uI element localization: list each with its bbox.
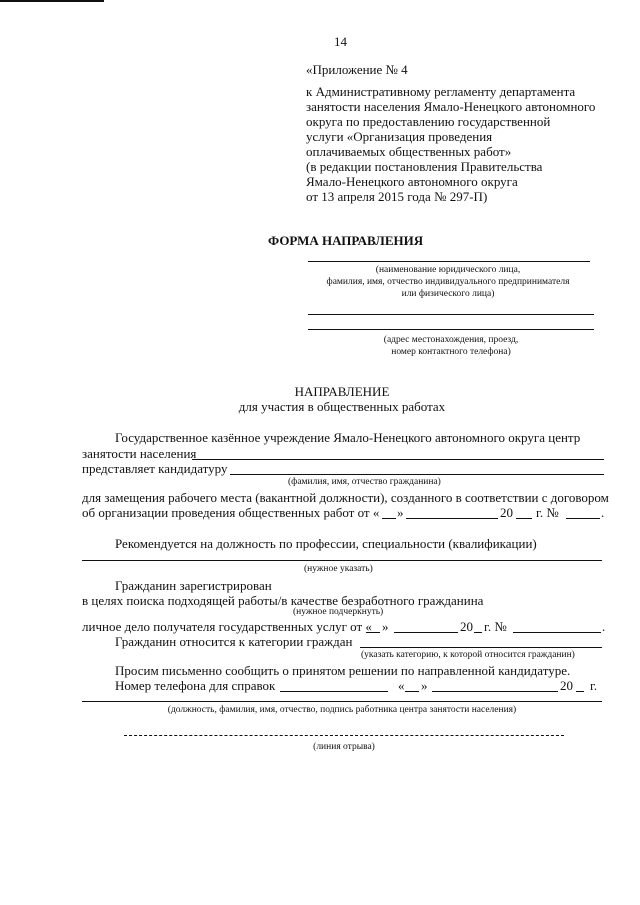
recipient-address-caption: (адрес местонахождения, проезд, xyxy=(383,335,519,345)
contract-line-year: 20 xyxy=(500,505,513,520)
document-subheading: для участия в общественных работах xyxy=(238,399,446,414)
recipient-extra-line xyxy=(308,314,594,315)
case-line-end: . xyxy=(602,619,606,634)
appendix-line: услуги «Организация проведения xyxy=(306,129,493,144)
case-line-year: 20 xyxy=(460,619,473,634)
body-line: представляет кандидатуру xyxy=(82,461,228,476)
caption-underline: (нужное подчеркнуть) xyxy=(293,607,384,617)
recipient-name-caption: (наименование юридического лица, xyxy=(375,265,521,275)
case-number-line xyxy=(513,632,601,633)
body-line: Гражданин относится к категории граждан xyxy=(115,634,353,649)
phone-line-text: Номер телефона для справок xyxy=(115,678,276,693)
appendix-line: (в редакции постановления Правительства xyxy=(306,159,543,174)
phone-line-end: г. xyxy=(590,678,598,693)
document-heading: НАПРАВЛЕНИЕ xyxy=(294,384,390,399)
phone-month-line xyxy=(432,691,558,692)
contract-month-line xyxy=(406,518,498,519)
phone-line-quote: » xyxy=(421,678,428,693)
contract-line-end: . xyxy=(601,505,605,520)
appendix-line: к Административному регламенту департамента xyxy=(306,84,576,99)
recommend-line: Рекомендуется на должность по профессии, специальности (квалификации) xyxy=(115,536,537,551)
contract-line-quote: » xyxy=(397,505,404,520)
recipient-address-caption: номер контактного телефона) xyxy=(391,347,511,357)
case-month-line xyxy=(394,632,458,633)
body-line: Государственное казённое учреждение Ямало-Ненецкого автономного округа центр xyxy=(115,430,581,445)
case-line-quote: » xyxy=(382,619,389,634)
profession-field-line xyxy=(82,560,602,561)
recipient-name-line xyxy=(308,261,590,262)
caption-fio: (фамилия, имя, отчество гражданина) xyxy=(288,477,441,487)
category-field-line xyxy=(360,647,602,648)
page-number: 14 xyxy=(334,34,347,49)
form-title: ФОРМА НАПРАВЛЕНИЯ xyxy=(268,233,424,248)
contract-line-number-label: г. № xyxy=(536,505,559,520)
body-line: для замещения рабочего места (вакантной должности), созданного в соответствии с договором xyxy=(82,490,609,505)
signature-line xyxy=(82,701,602,702)
case-year-line xyxy=(474,632,482,633)
appendix-title: «Приложение № 4 xyxy=(306,62,408,77)
body-line: в целях поиска подходящей работы/в качестве безработного гражданина xyxy=(82,593,484,608)
appendix-line: оплачиваемых общественных работ» xyxy=(306,144,512,159)
case-line-number-label: г. № xyxy=(484,619,507,634)
tear-line xyxy=(124,735,564,736)
contract-year-line xyxy=(516,518,532,519)
body-line: Просим письменно сообщить о принятом решении по направленной кандидатуре. xyxy=(115,663,571,678)
appendix-line: округа по предоставлению государственной xyxy=(306,114,551,129)
employment-center-field-line xyxy=(192,459,604,460)
contract-day-line xyxy=(382,518,396,519)
recipient-name-caption: фамилия, имя, отчество индивидуального предпринимателя xyxy=(326,277,570,287)
contract-number-line xyxy=(566,518,600,519)
appendix-line: Ямало-Ненецкого автономного округа xyxy=(306,174,518,189)
phone-number-line xyxy=(280,691,388,692)
case-day-line xyxy=(366,632,380,633)
phone-day-line xyxy=(405,691,419,692)
caption-specify: (нужное указать) xyxy=(304,564,373,574)
case-line-text: личное дело получателя государственных услуг от « xyxy=(82,619,372,634)
recipient-name-caption: или физического лица) xyxy=(401,289,495,299)
phone-line-quote: « xyxy=(398,678,405,693)
top-rule xyxy=(0,0,104,2)
appendix-line: занятости населения Ямало-Ненецкого автономного xyxy=(306,99,596,114)
body-line: занятости населения xyxy=(82,446,197,461)
recipient-address-line xyxy=(308,329,594,330)
caption-category: (указать категорию, к которой относится гражданин) xyxy=(361,650,575,660)
phone-year-line xyxy=(576,691,584,692)
caption-tear: (линия отрыва) xyxy=(313,742,375,752)
phone-line-year: 20 xyxy=(560,678,573,693)
caption-signature: (должность, фамилия, имя, отчество, подпись работника центра занятости населения) xyxy=(167,705,517,715)
body-line: Гражданин зарегистрирован xyxy=(115,578,272,593)
contract-line-text: об организации проведения общественных работ от « xyxy=(82,505,380,520)
candidate-field-line xyxy=(230,474,604,475)
appendix-line: от 13 апреля 2015 года № 297-П) xyxy=(306,189,488,204)
